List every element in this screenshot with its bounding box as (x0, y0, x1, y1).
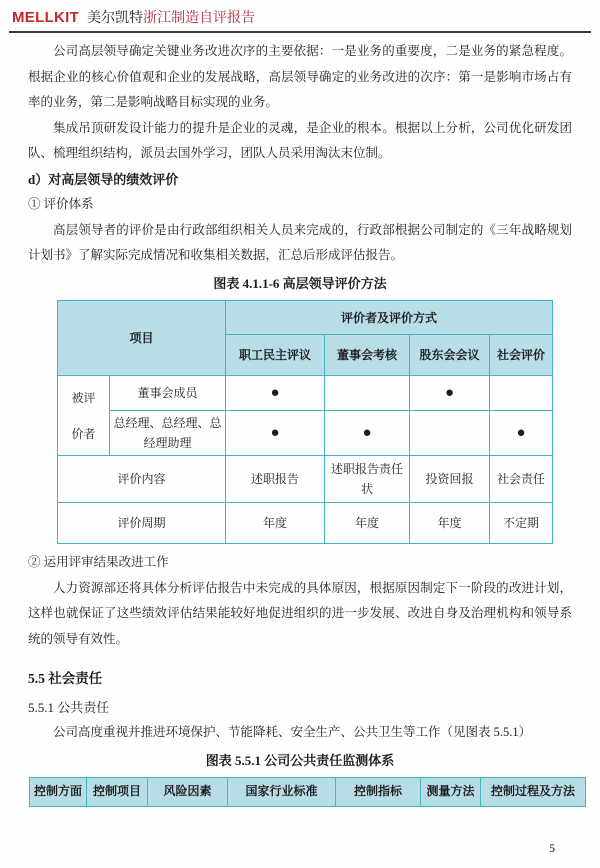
header-cell-control-item: 控制项目 (87, 778, 148, 807)
header-cell-national-standard: 国家行业标准 (228, 778, 336, 807)
header-cell-control-indicator: 控制指标 (336, 778, 421, 807)
mark-dot-cell (490, 376, 553, 411)
table-row (58, 301, 553, 335)
paragraph-evaluation-process: 高层领导者的评价是由行政部组织相关人员来完成的，行政部根据公司制定的《三年战略规划计划书》了解实际完成情况和收集相关数据，汇总后形成评估报告。 (28, 222, 572, 262)
mark-dot-cell: ● (410, 376, 490, 411)
header-cell-evaluator-group: 评价者及评价方式 (226, 301, 553, 335)
cell-content-row-label: 评价内容 (58, 456, 226, 503)
cell-content-value: 投资回报 (410, 456, 490, 503)
document-body (0, 33, 600, 807)
subject-label-line: 价者 (71, 426, 96, 441)
item-evaluation-system: ① 评价体系 (28, 197, 94, 211)
paragraph-rnd-capability: 集成吊顶研发设计能力的提升是企业的灵魂，是企业的根本。根据以上分析，公司优化研发团队、梳理组织结构，派员去国外学习，团队人员采用淘汰末位制。 (28, 120, 572, 160)
header-cell-control-aspect: 控制方面 (30, 778, 87, 807)
paragraph-improvement-order: 公司高层领导确定关键业务改进次序的主要依据：一是业务的重要度，二是业务的紧急程度。根据企业的核心价值观和企业的发展战略，高层领导确定的业务改进的次序：第一是影响市场占有率的业务，第二是影响战略目标实现的业务。 (28, 44, 572, 109)
table-row (58, 376, 553, 411)
section-heading-social-responsibility: 5.5 社会责任 (28, 671, 103, 686)
mark-dot-cell: ● (226, 411, 325, 456)
table-row (58, 456, 553, 503)
cell-period-row-label: 评价周期 (58, 503, 226, 544)
header-cell-evaluator: 股东会会议 (410, 335, 490, 376)
public-responsibility-table (29, 777, 586, 807)
header-cell-control-process: 控制过程及方法 (481, 778, 586, 807)
mark-dot-cell (325, 376, 410, 411)
cell-content-value: 社会责任 (490, 456, 553, 503)
cell-content-value: 述职报告 (226, 456, 325, 503)
table2-caption: 图表 5.5.1 公司公共责任监测体系 (205, 752, 395, 768)
cell-evaluated-group-label (58, 376, 110, 456)
document-title: 浙江制造自评报告 (143, 11, 256, 26)
page-number: 5 (549, 843, 555, 855)
evaluation-method-table (57, 300, 553, 544)
paragraph-hr-improvement: 人力资源部还将具体分析评估报告中未完成的具体原因，根据原因制定下一阶段的改进计划，这样也就保证了这些绩效评估结果能较好地促进组织的进一步发展、改进自身及治理机构和领导系统的领导有效性。 (28, 580, 572, 646)
cell-period-value: 年度 (410, 503, 490, 544)
mark-dot-cell: ● (325, 411, 410, 456)
cell-subject-general-managers: 总经理、总经理、总经理助理 (110, 411, 226, 456)
brand-logo-text: MELLKIT (12, 9, 80, 26)
section-heading-public-responsibility: 5.5.1 公共责任 (28, 699, 110, 715)
header-cell-measure-method: 测量方法 (421, 778, 481, 807)
cell-period-value: 年度 (226, 503, 325, 544)
table-row (30, 778, 586, 807)
heading-performance-evaluation: d）对高层领导的绩效评价 (28, 171, 179, 187)
mark-dot-cell: ● (226, 376, 325, 411)
header-cell-risk-factor: 风险因素 (148, 778, 228, 807)
document-header (9, 7, 591, 33)
subject-label-line: 被评 (71, 390, 96, 405)
cell-subject-board-members: 董事会成员 (110, 376, 226, 411)
paragraph-public-work: 公司高度重视并推进环境保护、节能降耗、安全生产、公共卫生等工作（见图表 5.5.1） (53, 725, 532, 739)
item-review-results: ② 运用评审结果改进工作 (28, 555, 169, 569)
header-cell-project: 项目 (58, 301, 226, 376)
brand-chinese-name: 美尔凯特 (87, 11, 144, 26)
table-row (58, 411, 553, 456)
cell-period-value: 不定期 (490, 503, 553, 544)
header-cell-evaluator: 职工民主评议 (226, 335, 325, 376)
cell-period-value: 年度 (325, 503, 410, 544)
header-cell-evaluator: 董事会考核 (325, 335, 410, 376)
cell-content-value: 述职报告责任状 (325, 456, 410, 503)
mark-dot-cell: ● (490, 411, 553, 456)
header-cell-evaluator: 社会评价 (490, 335, 553, 376)
table1-caption: 图表 4.1.1-6 高层领导评价方法 (213, 275, 387, 291)
mark-dot-cell (410, 411, 490, 456)
table-row (58, 503, 553, 544)
